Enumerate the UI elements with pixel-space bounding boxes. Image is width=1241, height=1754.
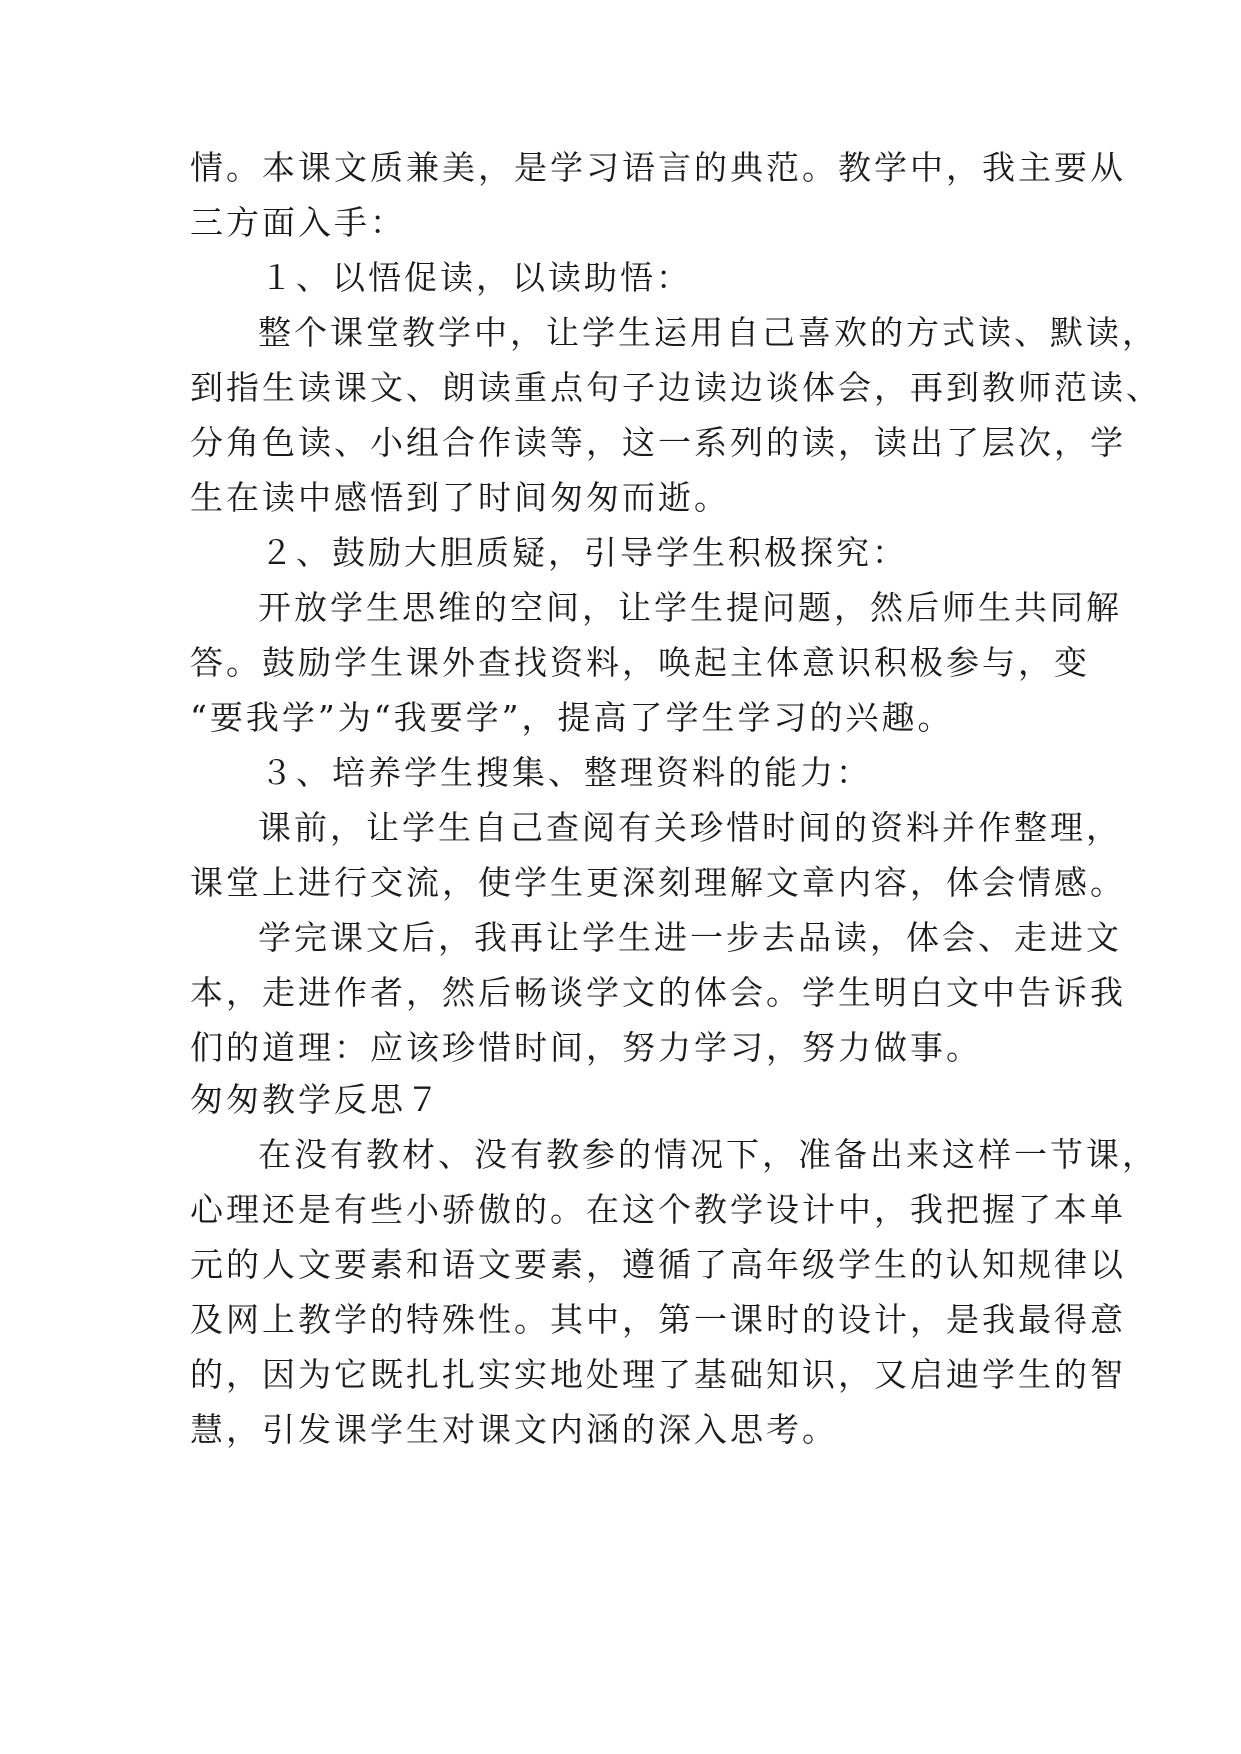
paragraph-line: 本，走进作者，然后畅谈学文的体会。学生明白文中告诉我 (190, 973, 1126, 1012)
paragraph-line: 们的道理：应该珍惜时间，努力学习，努力做事。 (190, 1028, 982, 1067)
paragraph-line: 慧，引发课学生对课文内涵的深入思考。 (190, 1410, 838, 1449)
paragraph-line: 心理还是有些小骄傲的。在这个教学设计中，我把握了本单 (190, 1190, 1126, 1229)
paragraph-line: 答。鼓励学生课外查找资料，唤起主体意识积极参与，变 (190, 643, 1090, 682)
paragraph-line: 开放学生思维的空间，让学生提问题，然后师生共同解 (258, 588, 1122, 627)
paragraph-line: 情。本课文质兼美，是学习语言的典范。教学中，我主要从 (190, 148, 1126, 187)
paragraph-line: “要我学”为“我要学”，提高了学生学习的兴趣。 (190, 698, 954, 737)
paragraph-line: 分角色读、小组合作读等，这一系列的读，读出了层次，学 (190, 423, 1126, 462)
section-title: 匆匆教学反思７ (190, 1080, 442, 1119)
paragraph-line: 课前，让学生自己查阅有关珍惜时间的资料并作整理， (258, 808, 1122, 847)
paragraph-line: 元的人文要素和语文要素，遵循了高年级学生的认知规律以 (190, 1245, 1126, 1284)
list-heading-3: ３、培养学生搜集、整理资料的能力： (260, 753, 872, 792)
paragraph-line: 整个课堂教学中，让学生运用自己喜欢的方式读、默读， (258, 313, 1158, 352)
paragraph-line: 三方面入手： (190, 203, 406, 242)
paragraph-line: 学完课文后，我再让学生进一步去品读，体会、走进文 (258, 918, 1122, 957)
paragraph-line: 生在读中感悟到了时间匆匆而逝。 (190, 478, 730, 517)
paragraph-line: 课堂上进行交流，使学生更深刻理解文章内容，体会情感。 (190, 863, 1126, 902)
paragraph-line: 到指生读课文、朗读重点句子边读边谈体会，再到教师范读、 (190, 368, 1162, 407)
paragraph-line: 的，因为它既扎扎实实地处理了基础知识，又启迪学生的智 (190, 1355, 1126, 1394)
list-heading-1: １、以悟促读，以读助悟： (260, 258, 692, 297)
list-heading-2: ２、鼓励大胆质疑，引导学生积极探究： (260, 533, 908, 572)
paragraph-line: 及网上教学的特殊性。其中，第一课时的设计，是我最得意 (190, 1300, 1126, 1339)
paragraph-line: 在没有教材、没有教参的情况下，准备出来这样一节课， (258, 1135, 1158, 1174)
